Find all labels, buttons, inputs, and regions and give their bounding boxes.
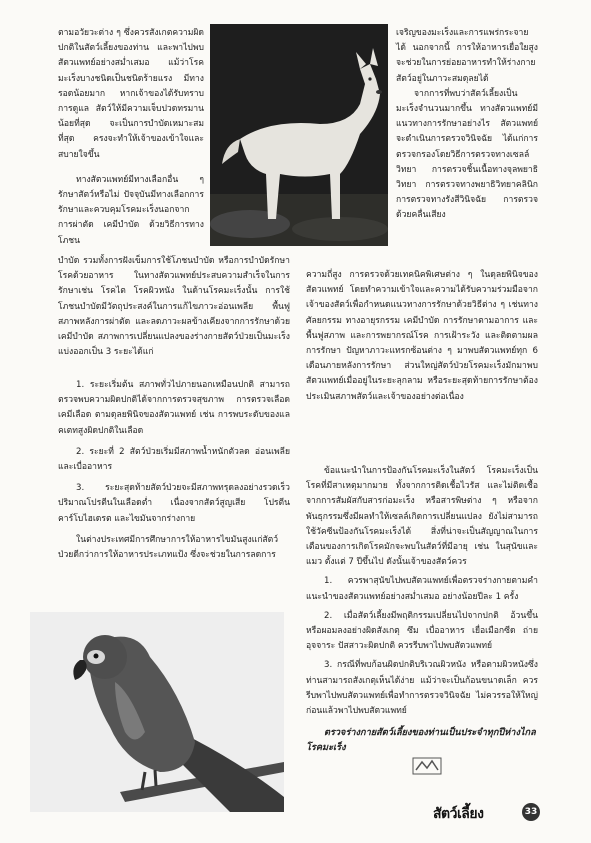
- dog-illustration: [210, 24, 388, 246]
- paragraph: ความถี่สูง การตรวจด้วยเทคนิคพิเศษต่าง ๆ ในดุลยพินิจของสัตวแพทย์ โดยทำความเข้าใจและความได้รับความร่วมมือจากเจ้าของสัตว์เพื่อกำหนดแนวทางการรักษาด้วยวิธีต่าง ๆ เช่นทางศัลยกรรม ทางอายุรกรรม เคมีบำบัด การรักษาตามอาการ และพื้นฟูสภาพ และการพยากรณ์โรค การเฝ้าระวัง และติดตามผลการรักษา ปัญหาภาวะแทรกซ้อนต่าง ๆ มาพบสัตวแพทย์ทุก 6 เดือนภายหลังการรักษา ส่วนใหญ่สัตว์ป่วยโรคมะเร็งมักมาพบสัตวแพทย์เมื่ออยู่ในระยะลุกลาม หรือระยะสุดท้ายการรักษาต้องประเมินสภาพสัตว์และเจ้าของอย่างต่อเนื่อง: [306, 270, 538, 402]
- closing-statement: ตรวจร่างกายสัตว์เลี้ยงของท่านเป็นประจำทุกปีห่างไกลโรคมะเร็ง: [306, 727, 536, 754]
- paragraph: บำบัด รวมทั้งการฝังเข็มการใช้โภชนบำบัด หรือการบำบัดรักษาโรคด้วยอาหาร ในทางสัตวแพทย์ประสบความสำเร็จในการรักษาเช่น โรคไต โรคผิวหนัง ในด้านโรคมะเร็งนั้น การใช้โภชนบำบัดมีวัตถุประสงค์ในการแก้ไขภาวะอ่อนเพลีย พื้นฟูสภาพหลังการผ่าตัด และลดภาวะผลข้างเคียงจากการรักษาด้วยเคมีบำบัด สภาพการเปลี่ยนแปลงของร่างกายสัตว์ป่วยเป็นมะเร็งแบ่งออกเป็น 3 ระยะได้แก่: [58, 256, 290, 358]
- column-full-a: [58, 254, 290, 360]
- list-item: 2. ระยะที่ 2 สัตว์ป่วยเริ่มมีสภาพน้ำหนักตัวลด อ่อนเพลีย และเบื่ออาหาร: [58, 446, 290, 473]
- magazine-brand: สัตว์เลี้ยง: [433, 806, 484, 822]
- paragraph: ตามอวัยวะต่าง ๆ ซึ่งควรสังเกตความผิดปกติในสัตว์เลี้ยงของท่าน และพาไปพบสัตวแพทย์อย่างสม่ำเสมอ แม้ว่าโรคมะเร็งบางชนิดเป็นชนิดร้ายแรง มีทางรอดน้อยมาก หากเจ้าของได้รับทราบการดูแล สัตว์ให้มีความเจ็บปวดทรมานน้อยที่สุด จะเป็นการบำบัดเหมาะสมที่สุด ครงจะทำให้เจ้าของเข้าใจและสบายใจขึ้น: [58, 28, 204, 160]
- column-right-bottom: [306, 464, 538, 756]
- list-item: 3. ระยะสุดท้ายสัตว์ป่วยจะมีสภาพทรุดลงอย่างรวดเร็ว ปริมาณโปรตีนในเลือดต่ำ เนื่องจากสัตว์สูญเสีย โปรตีน คาร์โบไฮเดรต และไขมันจากร่างกาย: [58, 483, 290, 524]
- column-full-b: [306, 268, 538, 405]
- list-item: 3. กรณีที่พบก้อนผิดปกติบริเวณผิวหนัง หรือตามผิวหนังซึ่งท่านสามารถสังเกตุเห็นได้ง่าย แม้ว่าจะเป็นก้อนขนาดเล็ก ควรรีบพาไปพบสัตวแพทย์เพื่อทำการตรวจวินิจฉัย ไม่ควรรอให้ใหญ่ก่อนแล้วพาไปพบสัตวแพทย์: [306, 660, 538, 717]
- stamp-logo: [412, 756, 442, 776]
- page-number: 33: [522, 803, 540, 821]
- dog-photo: [210, 24, 388, 246]
- column-right-top: [396, 26, 538, 224]
- paragraph: ข้อแนะนำในการป้องกันโรคมะเร็งในสัตว์ โรคมะเร็งเป็นโรคที่มีสาเหตุมากมาย ทั้งจากการติดเชื้อไวรัส และไม่ติดเชื้อ จากการสัมผัสกับสารก่อมะเร็ง หรือสารพิษต่าง ๆ หรือจากพันธุกรรมซึ่งมีผลทำให้เซลล์เกิดการเปลี่ยนแปลง ยังไม่สามารถใช้วัคซีนป้องกันโรคมะเร็งได้ สิ่งที่น่าจะเป็นสัญญาณในการเตือนของการเกิดโรคมักจะพบในสัตว์ที่มีอายุ เช่น ในสุนัขและแมว ตั้งแต่ 7 ปีขึ้นไป ดังนั้นเจ้าของสัตว์ควร: [306, 466, 538, 568]
- list-item: 1. ควรพาสุนัขไปพบสัตวแพทย์เพื่อตรวจร่างกายตามคำแนะนำของสัตวแพทย์อย่างสม่ำเสมอ อย่างน้อยปีละ 1 ครั้ง: [306, 576, 538, 602]
- parrot-photo: [30, 612, 284, 812]
- list-item: 2. เมื่อสัตว์เลี้ยงมีพฤติกรรมเปลี่ยนไปจากปกติ อ้วนขึ้น หรือผอมลงอย่างผิดสังเกตุ ซึม เบื่ออาหาร เยื่อเมือกซีด ถ่ายอุจจาระ ปัสสาวะผิดปกติ ควรรีบพาไปพบสัตวแพทย์: [306, 610, 538, 652]
- column-left-bottom: [58, 378, 290, 563]
- paragraph: จากการที่พบว่าสัตว์เลี้ยงเป็นมะเร็งจำนวนมากขึ้น ทางสัตวแพทย์มีแนวทางการรักษาอย่างไร สัตวแพทย์จะดำเนินการตรวจวินิจฉัย ได้แก่การตรวจกรองโดยวิธีการตรวจทางเซลล์วิทยา การตรวจชิ้นเนื้อทางจุลพยาธิวิทยา การตรวจทางพยาธิวิทยาคลินิก การตรวจทางรังสีวินิจฉัย การตรวจด้วยคลื่นเสียง: [396, 88, 538, 221]
- column-left-top: [58, 26, 204, 249]
- paragraph: ในต่างประเทศมีการศึกษาการให้อาหารไขมันสูงแก่สัตว์ป่วยดีกว่าการให้อาหารประเภทแป้ง ซึ่งจะช่วยในการลดการ: [58, 534, 279, 561]
- paragraph: เจริญของมะเร็งและการแพร่กระจายได้ นอกจากนี้ การให้อาหารเยื่อใยสูง จะช่วยในการย่อยอาหารทำให้ร่างกายสัตว์อยู่ในภาวะสมดุลยได้: [396, 28, 538, 84]
- paragraph: ทางสัตวแพทย์มีทางเลือกอื่น ๆ รักษาสัตว์หรือไม่ ปัจจุบันมีทางเลือกการรักษาและควบคุมโรคมะเร็งนอกจากการผ่าตัด เคมีบำบัด ด้วยวิธีการทางโภชน: [58, 174, 204, 246]
- list-item: 1. ระยะเริ่มต้น สภาพทั่วไปภายนอกเหมือนปกติ สามารถตรวจพบความผิดปกติได้จากการตรวจสุขภาพ การตรวจเลือด เคมีเลือด ตามดุลยพินิจของสัตวแพทย์ เช่น การพบระดับของแลคเตทสูงผิดปกติในเลือด: [58, 380, 290, 436]
- parrot-illustration: [30, 612, 284, 812]
